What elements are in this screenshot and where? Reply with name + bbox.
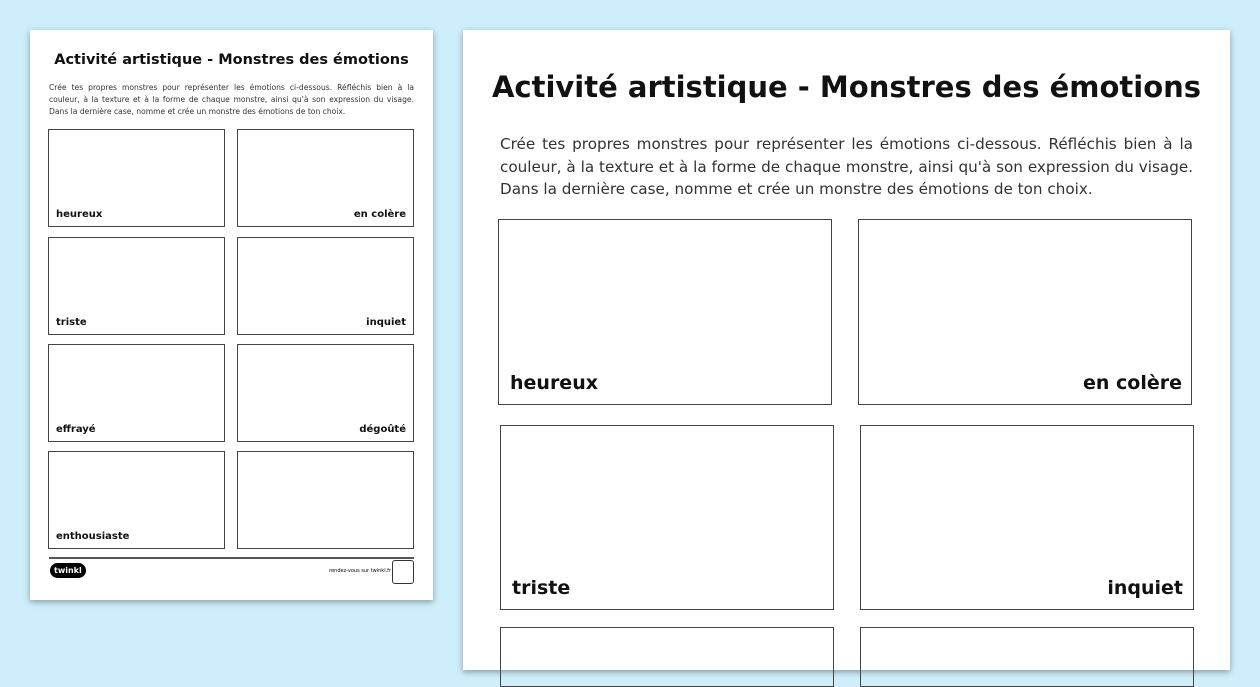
instructions: Crée tes propres monstres pour représenter les émotions ci-dessous. Réfléchis bien à la couleur, à la texture et à la forme de chaque monstre, ainsi qu'à son expression du visage. Dans la dernière case, nomme et crée un monstre des émotions de ton choix.: [500, 135, 1193, 198]
drawing-box-enthousiaste: [48, 451, 225, 549]
page-title: Activité artistique - Monstres des émotions: [54, 52, 409, 68]
worksheet-thumbnail: [30, 30, 433, 600]
box-label: inquiet: [366, 317, 406, 328]
twinkl-logo: twinkl: [50, 563, 86, 578]
drawing-box-degoute: [237, 344, 414, 442]
box-label: heureux: [510, 372, 598, 394]
box-label: dégoûté: [359, 424, 406, 435]
footer-text: rendez-vous sur twinkl.fr: [329, 568, 391, 574]
drawing-box-heureux: [498, 219, 832, 405]
drawing-box-effraye: [500, 627, 834, 687]
drawing-box-en-colere: [858, 219, 1192, 405]
drawing-box-en-colere: [237, 129, 414, 227]
box-label: inquiet: [1107, 577, 1183, 599]
box-label: triste: [56, 317, 87, 328]
instructions: Crée tes propres monstres pour représenter les émotions ci-dessous. Réfléchis bien à la couleur, à la texture et à la forme de chaque monstre, ainsi qu'à son expression du visage. Dans la dernière case, nomme et crée un monstre des émotions de ton choix.: [49, 83, 414, 116]
footer-divider: [49, 557, 414, 559]
box-label: en colère: [1083, 372, 1182, 394]
page-title: Activité artistique - Monstres des émotions: [491, 70, 1202, 104]
box-label: triste: [512, 577, 571, 599]
box-label: enthousiaste: [56, 531, 130, 542]
drawing-box-degoute: [860, 627, 1194, 687]
drawing-box-heureux: [48, 129, 225, 227]
drawing-box-effraye: [48, 344, 225, 442]
drawing-box-triste: [500, 425, 834, 610]
badge-icon: [392, 560, 414, 584]
box-label: effrayé: [56, 424, 96, 435]
drawing-box-inquiet: [860, 425, 1194, 610]
drawing-box-triste: [48, 237, 225, 335]
worksheet-zoomed: [463, 30, 1230, 670]
drawing-box-inquiet: [237, 237, 414, 335]
drawing-box-custom: [237, 451, 414, 549]
box-label: en colère: [353, 209, 406, 220]
box-label: heureux: [56, 209, 103, 220]
